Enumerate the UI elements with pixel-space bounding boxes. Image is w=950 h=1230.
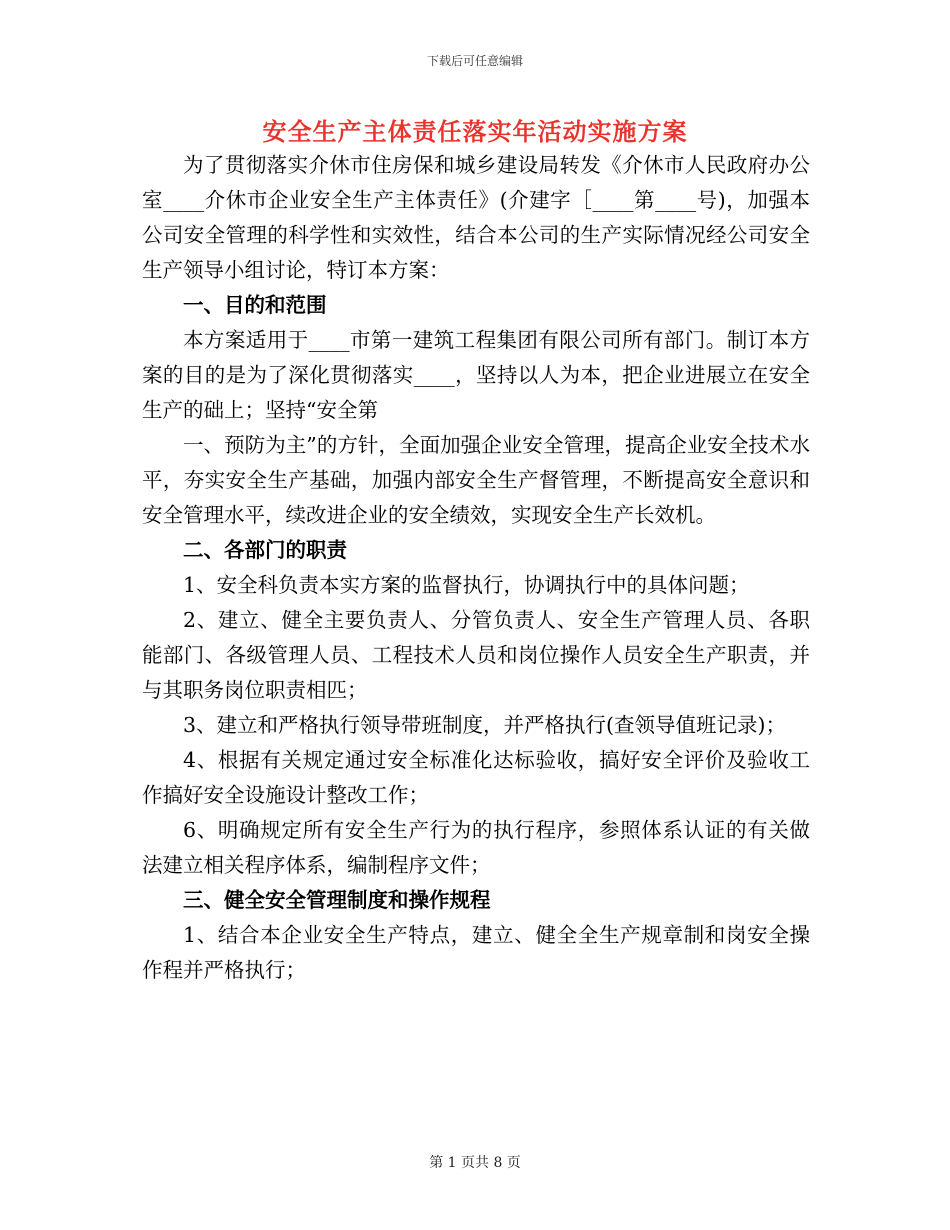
paragraph-intro: 为了贯彻落实介休市住房保和城乡建设局转发《介休市人民政府办公室____介休市企业安全生产主体责任》(介建字［____第____号)，加强本公司安全管理的科学性和实效性，结合本公司的生产实际情况经公司安全生产领导小组讨论，特订本方案： (142, 153, 810, 282)
duty-item-6: 6、明确规定所有安全生产行为的执行程序，参照体系认证的有关做法建立相关程序体系，编制程序文件； (142, 818, 810, 877)
paragraph-scope: 本方案适用于____市第一建筑工程集团有限公司所有部门。制订本方案的目的是为了深化贯彻落实____，坚持以人为本，把企业进展立在安全生产的础上；坚持“安全第 (142, 328, 810, 422)
section-heading-1: 一、目的和范围 (183, 293, 327, 317)
duty-item-4: 4、根据有关规定通过安全标准化达标验收，搞好安全评价及验收工作搞好安全设施设计整改工作； (142, 748, 810, 807)
duty-item-1: 1、安全科负责本实方案的监督执行，协调执行中的具体问题； (183, 573, 750, 597)
duty-item-3: 3、建立和严格执行领导带班制度，并严格执行(查领导值班记录)； (183, 713, 787, 737)
duty-item-2: 2、建立、健全主要负责人、分管负责人、安全生产管理人员、各职能部门、各级管理人员、工程技术人员和岗位操作人员安全生产职责，并与其职务岗位职责相匹； (142, 608, 810, 702)
regulation-item-1: 1、结合本企业安全生产特点，建立、健全全生产规章制和岗安全操作程并严格执行； (142, 923, 810, 982)
document-body (142, 148, 810, 988)
section-heading-2: 二、各部门的职责 (183, 538, 347, 562)
document-title: 安全生产主体责任落实年活动实施方案 (262, 117, 688, 146)
page-footer: 第 1 页共 8 页 (429, 1155, 521, 1171)
section-heading-3: 三、健全安全管理制度和操作规程 (183, 888, 491, 912)
header-note: 下载后可任意编辑 (426, 54, 523, 68)
paragraph-policy: 一、预防为主”的方针，全面加强企业安全管理，提高企业安全技术水平，夯实安全生产基础，加强内部安全生产督管理，不断提高安全意识和安全管理水平，续改进企业的安全绩效，实现安全生产长效机。 (142, 433, 810, 527)
